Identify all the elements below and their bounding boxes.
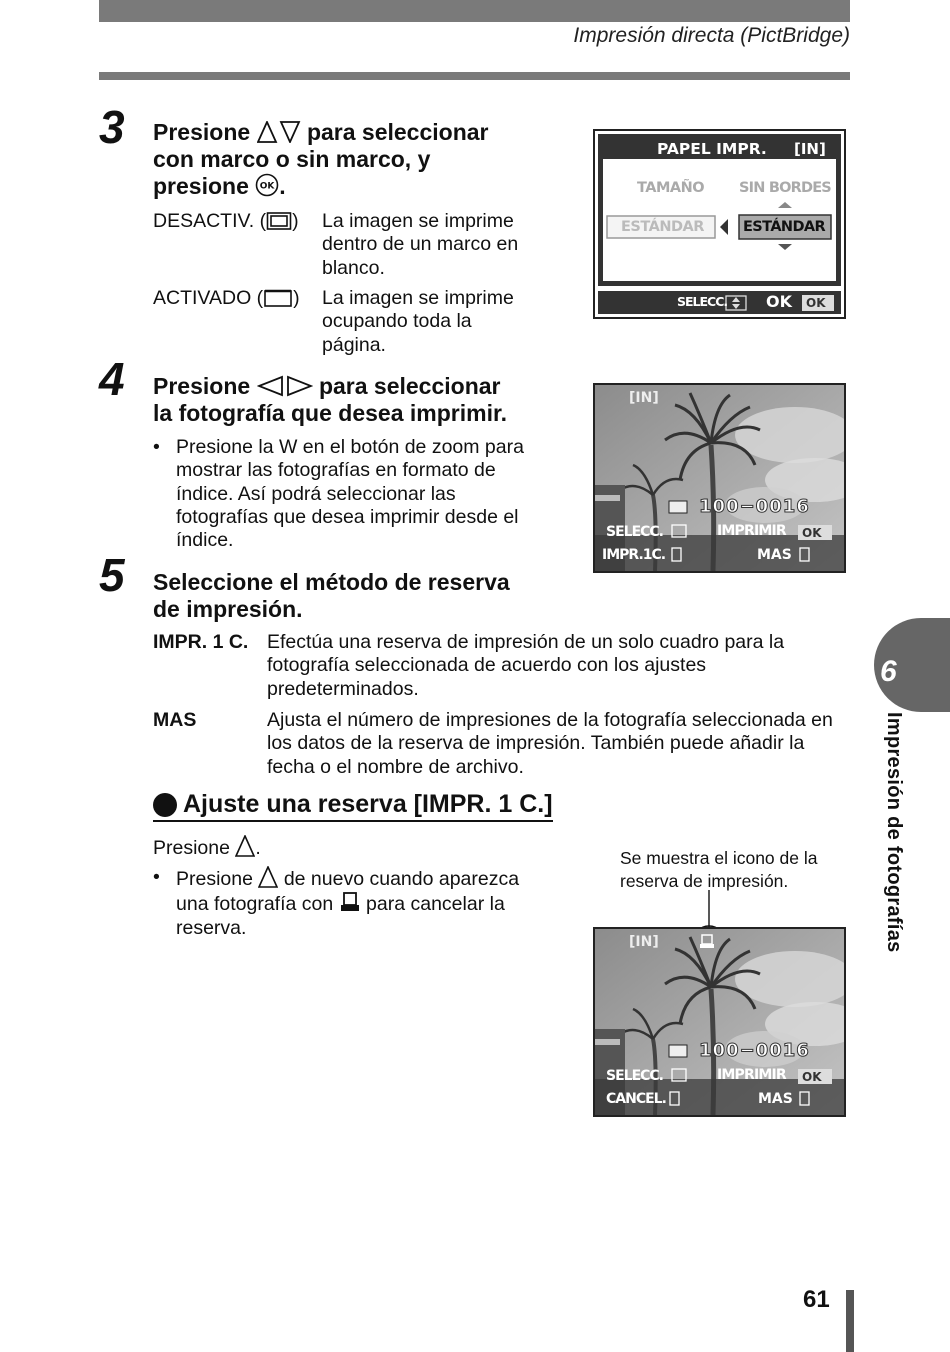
screen1-memory-indicator: [IN] (794, 140, 826, 158)
up-arrow-icon (258, 866, 278, 888)
option-desc-line: La imagen se imprime (322, 287, 514, 309)
option-label-close: ) (292, 210, 299, 232)
page-number-bar (846, 1290, 854, 1352)
option-desc-line: ocupando toda la (322, 310, 472, 333)
palm-tree-photo (595, 929, 844, 1115)
bullet-text: Presione (176, 868, 253, 890)
print-reserve-icon (339, 891, 361, 913)
step-3-heading-part: con marco o sin marco, y (153, 146, 431, 172)
screen2-memory-indicator: [IN] (629, 390, 659, 406)
definition-line: fotografía seleccionada de acuerdo con los ajustes (267, 654, 707, 677)
chapter-number: 6 (880, 655, 897, 688)
option-label-close: ) (293, 287, 300, 309)
step-3-heading-part: para seleccionar (306, 119, 489, 145)
definition-line: los datos de la reserva de impresión. También puede añadir la (267, 732, 805, 755)
step-4-bullet (153, 436, 563, 552)
step-3-heading (153, 119, 573, 200)
svg-text:OK: OK (259, 181, 275, 192)
frame-option-off (153, 210, 553, 280)
step-4-heading-part: Presione (153, 373, 251, 399)
screen2-print-label: IMPRIMIR (717, 523, 786, 539)
camera-screen-print-reserved (593, 927, 846, 1117)
left-right-arrows-icon (257, 375, 313, 397)
up-down-arrows-icon (257, 121, 301, 143)
screen3-memory-indicator: [IN] (629, 934, 659, 950)
header-bar (99, 0, 850, 22)
screen1-borderless-value: ESTÁNDAR (743, 219, 826, 235)
definition-line: fecha o el nombre de archivo. (267, 755, 524, 778)
bullet-line: mostrar las fotografías en formato de (176, 459, 496, 482)
page-number: 61 (803, 1286, 830, 1313)
section-press-line (153, 835, 261, 860)
bullet-dot: • (153, 866, 160, 888)
screen3-ok-badge: OK (802, 1070, 822, 1084)
screen1-ok-badge: OK (806, 296, 826, 310)
option-label: ACTIVADO ( (153, 287, 264, 309)
definition-mas (153, 709, 853, 779)
step-4-heading (153, 373, 573, 427)
screen2-ok-badge: OK (802, 526, 822, 540)
header-rule (99, 72, 850, 80)
callout-line: reserva de impresión. (620, 870, 789, 891)
screen1-size-label: TAMAÑO (637, 180, 705, 196)
step-3-heading-part: Presione (153, 119, 251, 145)
step-3-heading-part: presione (153, 173, 249, 199)
section-title-text: Ajuste una reserva [IMPR. 1 C.] (183, 790, 553, 818)
step-4-heading-part: la fotografía que desea imprimir. (153, 400, 508, 426)
screen2-single-print-label: IMPR.1C. (602, 547, 666, 563)
step-5-heading (153, 569, 573, 623)
step-number-5: 5 (99, 549, 125, 601)
definition-term: MAS (153, 709, 197, 731)
bullet-line: fotografías que desea imprimir desde el (176, 505, 519, 528)
bullet-dot: • (153, 436, 160, 458)
camera-screen-photo-select (593, 383, 846, 573)
bullet-text: para cancelar la (366, 893, 505, 916)
step-5-heading-part: de impresión. (153, 596, 303, 622)
screen1-select-label: SELECC. (677, 294, 728, 309)
chapter-label (882, 712, 912, 982)
screen1-ok-label: OK (766, 292, 792, 311)
step-4-heading-part: para seleccionar (318, 373, 501, 399)
definition-line: Ajusta el número de impresiones de la fotografía seleccionada en (267, 709, 833, 731)
step-5-heading-part: Seleccione el método de reserva (153, 569, 510, 595)
step-number-3: 3 (99, 101, 125, 153)
page-header-title: Impresión directa (PictBridge) (573, 24, 850, 47)
option-desc-line: página. (322, 333, 386, 356)
bullet-line: índice. Así podrá seleccionar las (176, 482, 456, 505)
definition-line: Efectúa una reserva de impresión de un solo cuadro para la (267, 631, 785, 653)
section-title (153, 790, 553, 822)
screen2-more-label: MAS (757, 547, 792, 563)
camera-screen-paper-settings (593, 129, 846, 319)
chapter-label-text: Impresión de fotografías (883, 712, 905, 953)
up-arrow-icon (235, 835, 255, 857)
step-number-4: 4 (99, 353, 125, 405)
borderless-print-icon (263, 288, 293, 308)
section-bullet (153, 866, 553, 940)
step-3-heading-part: . (279, 173, 286, 199)
frame-option-on (153, 287, 553, 357)
screen1-size-value: ESTÁNDAR (621, 219, 704, 235)
screen3-select-label: SELECC. (606, 1068, 663, 1084)
screen2-file-number: 100−0016 (699, 496, 810, 517)
ok-button-icon (255, 173, 279, 197)
screen3-file-number: 100−0016 (699, 1040, 810, 1061)
press-text: Presione (153, 837, 230, 859)
bullet-text: reserva. (176, 916, 247, 939)
definition-line: predeterminados. (267, 677, 419, 700)
option-desc-line: dentro de un marco en (322, 233, 519, 256)
bullet-line: índice. (176, 529, 234, 552)
screen3-cancel-label: CANCEL. (606, 1091, 666, 1107)
palm-tree-photo (595, 385, 844, 571)
screen1-borderless-label: SIN BORDES (739, 180, 831, 196)
bullet-text: de nuevo cuando aparezca (283, 868, 520, 890)
bullet-text: una fotografía con (176, 893, 334, 916)
definition-impr-1c (153, 631, 853, 701)
section-bullet-icon (153, 793, 177, 817)
screen1-title: PAPEL IMPR. (657, 140, 767, 158)
press-text: . (255, 837, 261, 859)
screen2-select-label: SELECC. (606, 524, 663, 540)
definition-term: IMPR. 1 C. (153, 631, 249, 653)
screen3-callout (620, 847, 817, 892)
option-label: DESACTIV. ( (153, 210, 267, 232)
framed-print-icon (266, 211, 292, 231)
option-desc-line: blanco. (322, 256, 385, 279)
bullet-line: Presione la W en el botón de zoom para (176, 436, 524, 458)
callout-line: Se muestra el icono de la (620, 848, 818, 868)
screen3-print-label: IMPRIMIR (717, 1067, 786, 1083)
screen3-more-label: MAS (758, 1091, 793, 1107)
option-desc-line: La imagen se imprime (322, 210, 514, 232)
